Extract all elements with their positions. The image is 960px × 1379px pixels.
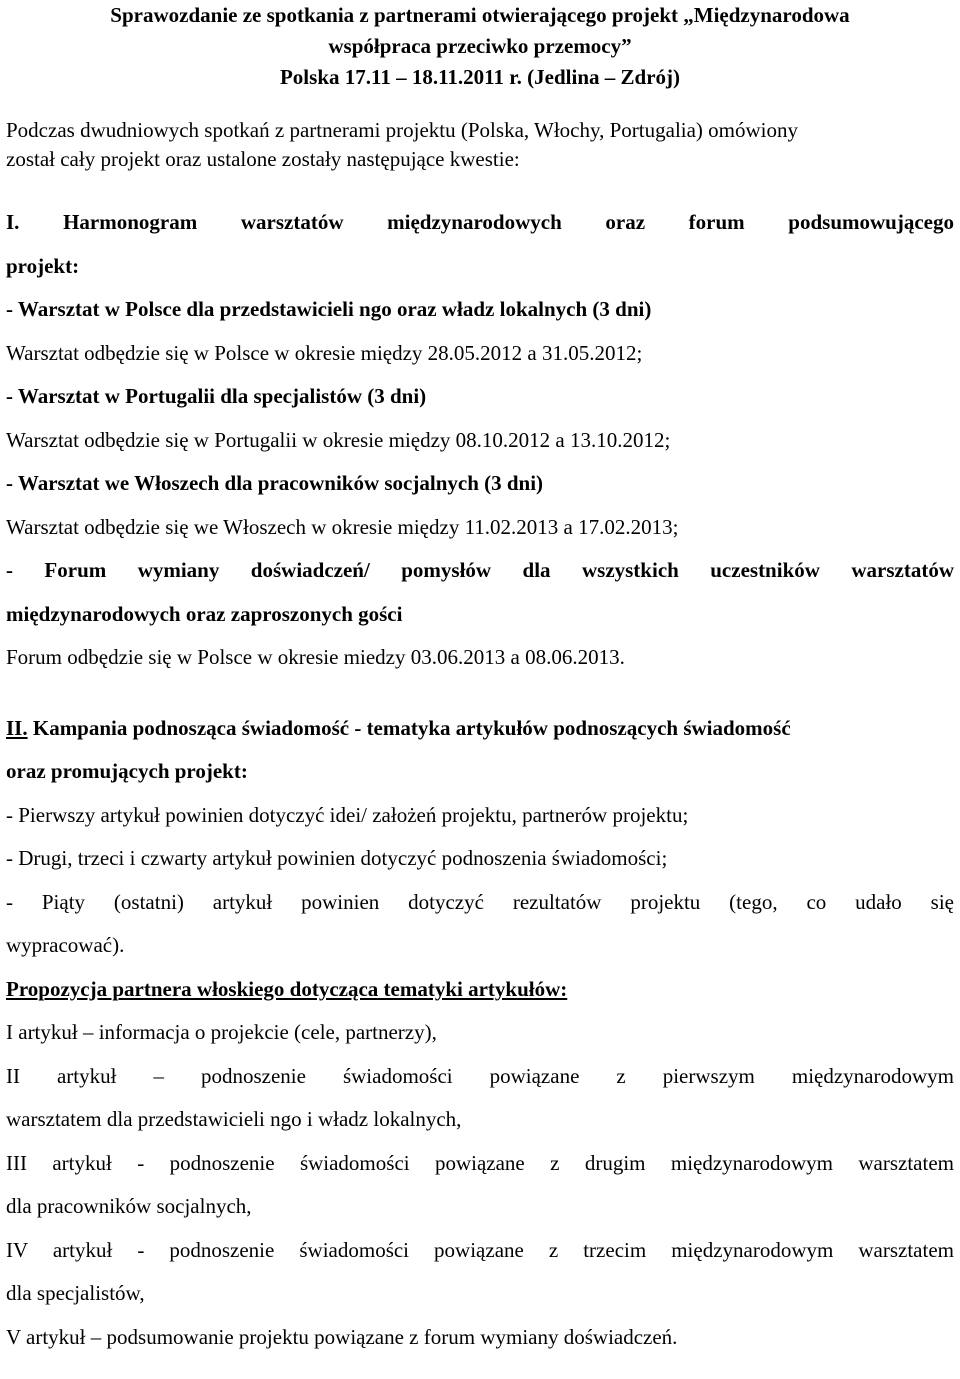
title-line-2: współpraca przeciwko przemocy” xyxy=(328,34,632,58)
article-1-topic: I artykuł – informacja o projekcie (cele, partnerzy), xyxy=(6,1020,437,1044)
workshop-poland-title: - Warsztat w Polsce dla przedstawicieli ngo oraz władz lokalnych (3 dni) xyxy=(6,297,652,321)
section-2-heading-text: Kampania podnosząca świadomość - tematyka artykułów podnoszących świadomość xyxy=(27,715,791,740)
forum-title-line-2: międzynarodowych oraz zaproszonych gości xyxy=(6,601,403,626)
forum-title-line-1: - Forum wymiany doświadczeń/ pomysłów dla wszystkich uczestników warsztatów xyxy=(6,558,954,582)
workshop-portugal-dates: Warsztat odbędzie się w Portugalii w okresie między 08.10.2012 a 13.10.2012; xyxy=(6,427,671,452)
section-1-heading-line-1: I. Harmonogram warsztatów międzynarodowych oraz forum podsumowującego xyxy=(6,210,954,234)
article-3-topic-line-2: dla pracowników socjalnych, xyxy=(6,1194,252,1218)
section-1-heading-line-2: projekt: xyxy=(6,253,80,278)
workshop-portugal-title: - Warsztat w Portugalii dla specjalistów (3 dni) xyxy=(6,384,427,408)
article-bullet-3-line-2: wypracować). xyxy=(6,933,125,957)
intro-line-1: Podczas dwudniowych spotkań z partnerami projektu (Polska, Włochy, Portugalia) omówiony xyxy=(6,118,799,142)
intro-line-2: został cały projekt oraz ustalone zostały następujące kwestie: xyxy=(6,147,520,171)
workshop-italy-title: - Warsztat we Włoszech dla pracowników socjalnych (3 dni) xyxy=(6,471,544,495)
section-2-heading-line-2: oraz promujących projekt: xyxy=(6,759,248,783)
article-3-topic-line-1: III artykuł - podnoszenie świadomości powiązane z drugim międzynarodowym warsztatem xyxy=(6,1150,954,1175)
proposal-heading: Propozycja partnera włoskiego dotycząca tematyki artykułów: xyxy=(6,976,568,1001)
workshop-italy-dates: Warsztat odbędzie się we Włoszech w okresie między 11.02.2013 a 17.02.2013; xyxy=(6,514,679,539)
article-bullet-3-line-1: - Piąty (ostatni) artykuł powinien dotyczyć rezultatów projektu (tego, co udało się xyxy=(6,889,954,914)
article-bullet-1: - Pierwszy artykuł powinien dotyczyć idei/ założeń projektu, partnerów projektu; xyxy=(6,802,689,827)
article-5-topic: V artykuł – podsumowanie projektu powiązane z forum wymiany doświadczeń. xyxy=(6,1324,678,1349)
section-2-heading-line-1 xyxy=(6,707,954,751)
article-4-topic-line-2: dla specjalistów, xyxy=(6,1281,145,1305)
article-4-topic-line-1: IV artykuł - podnoszenie świadomości powiązane z trzecim międzynarodowym warsztatem xyxy=(6,1237,954,1262)
article-2-topic-line-1: II artykuł – podnoszenie świadomości powiązane z pierwszym międzynarodowym xyxy=(6,1063,954,1088)
article-bullet-2: - Drugi, trzeci i czwarty artykuł powinien dotyczyć podnoszenia świadomości; xyxy=(6,846,668,870)
article-2-topic-line-2: warsztatem dla przedstawicieli ngo i władz lokalnych, xyxy=(6,1107,462,1131)
title-line-1: Sprawozdanie ze spotkania z partnerami otwierającego projekt „Międzynarodowa xyxy=(110,3,850,27)
forum-dates: Forum odbędzie się w Polsce w okresie miedzy 03.06.2013 a 08.06.2013. xyxy=(6,645,625,669)
document-title xyxy=(6,0,954,93)
section-schedule xyxy=(6,201,954,680)
title-line-3: Polska 17.11 – 18.11.2011 r. (Jedlina – Zdrój) xyxy=(279,65,680,89)
section-campaign xyxy=(6,707,954,1360)
intro-paragraph xyxy=(6,116,954,174)
section-2-numeral: II. xyxy=(6,715,28,740)
workshop-poland-dates: Warsztat odbędzie się w Polsce w okresie między 28.05.2012 a 31.05.2012; xyxy=(6,340,643,365)
